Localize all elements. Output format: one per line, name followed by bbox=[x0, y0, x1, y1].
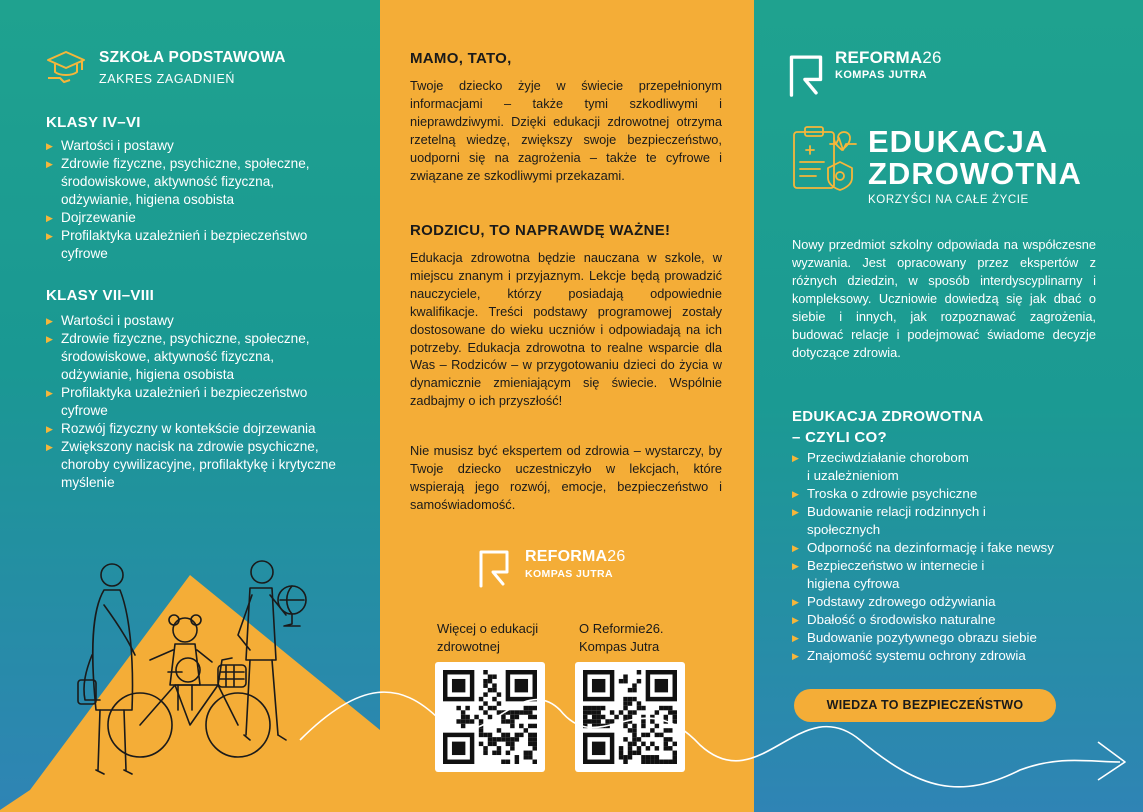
classes-4-6-heading: KLASY IV–VI bbox=[46, 114, 141, 131]
list-item: ▶ Przeciwdziałanie chorobom i uzależnieniom bbox=[792, 449, 972, 485]
list-item: ▶ Znajomość systemu ochrony zdrowia bbox=[792, 647, 1092, 665]
list-item: ▶ Podstawy zdrowego odżywiania bbox=[792, 593, 1092, 611]
section-heading-line1: EDUKACJA ZDROWOTNA bbox=[792, 408, 984, 425]
classes-7-8-heading: KLASY VII–VIII bbox=[46, 287, 155, 304]
reforma-logo-icon bbox=[787, 52, 825, 98]
reforma-logo-icon bbox=[477, 548, 511, 588]
safety-knowledge-button[interactable]: WIEDZA TO BEZPIECZEŃSTWO bbox=[794, 689, 1056, 722]
title-line2: ZDROWOTNA bbox=[868, 156, 1082, 191]
list-item: ▶ Dojrzewanie bbox=[46, 209, 346, 227]
classes-4-6-list bbox=[46, 137, 346, 263]
section-heading-line2: – CZYLI CO? bbox=[792, 429, 887, 446]
paragraph-intro: Twoje dziecko żyje w świecie przepełnionym informacjami – także tymi szkodliwymi i nieprawdziwymi. Dzięki edukacji zdrowotnej otrzyma rzetelną wiedzę, zwiększy swoje bezpieczeństwo, uodporni się na zagrożenia – także te cyfrowe i związane ze szkodliwymi przekazami. bbox=[410, 78, 722, 183]
qr1-caption-line1: Więcej o edukacji bbox=[437, 621, 539, 636]
list-item: ▶ Bezpieczeństwo w internecie i higiena cyfrowa bbox=[792, 557, 1017, 593]
school-subtitle: ZAKRES ZAGADNIEŃ bbox=[99, 72, 236, 86]
logo-name-text: REFORMA bbox=[835, 48, 923, 67]
page-subtitle: KORZYŚCI NA CAŁE ŻYCIE bbox=[868, 194, 1029, 206]
list-item: ▶ Odporność na dezinformację i fake newsy bbox=[792, 539, 1092, 557]
heading-important: RODZICU, TO NAPRAWDĘ WAŻNE! bbox=[410, 222, 671, 239]
list-item: ▶ Wartości i postawy bbox=[46, 312, 346, 330]
list-item: ▶ Profilaktyka uzależnień i bezpieczeństwo cyfrowe bbox=[46, 227, 346, 263]
logo-subtitle: KOMPAS JUTRA bbox=[525, 568, 614, 580]
intro-paragraph: Nowy przedmiot szkolny odpowiada na współczesne wyzwania. Jest opracowany przez ekspertów z różnych dziedzin, w sposób interdyscyplinarny i kompleksowy. Uczniowie dowiedzą się jak dbać o siebie i innych, jak rozpoznawać zagrożenia, budować relacje i podejmować świadome decyzje dotyczące zdrowia. bbox=[792, 237, 1096, 360]
list-item: ▶ Troska o zdrowie psychiczne bbox=[792, 485, 1092, 503]
logo-name bbox=[835, 48, 942, 68]
classes-7-8-list bbox=[46, 312, 346, 492]
logo-name-text: REFORMA bbox=[525, 548, 608, 565]
paragraph-no-expert: Nie musisz być ekspertem od zdrowia – wystarczy, by Twoje dziecko uczestniczyło w lekcjach, które wspierają jego rozwój, emocje, bezpieczeństwo i samoświadomość. bbox=[410, 443, 722, 512]
benefits-list bbox=[792, 449, 1092, 665]
list-item: ▶ Zdrowie fizyczne, psychiczne, społeczne, środowiskowe, aktywność fizyczna, odżywianie, higiena osobista bbox=[46, 155, 346, 209]
logo-subtitle: KOMPAS JUTRA bbox=[835, 69, 927, 81]
page-title bbox=[868, 126, 1082, 190]
health-clipboard-icon bbox=[790, 124, 860, 192]
paragraph-school: Edukacja zdrowotna będzie nauczana w szkole, w miejscu znanym i przyjaznym. Lekcje będą prowadzić nauczyciele, którzy posiadają odpowiednie kwalifikacje. Treści podstawy programowej zostały dostosowane do wieku uczniów i odpowiadają na ich potrzeby. Edukacja zdrowotna to realne wsparcie dla Was – Rodziców – w przygotowaniu dzieci do życia w dynamicznie zmieniającym się świecie. Wspólnie zadbajmy o ich przyszłość! bbox=[410, 250, 722, 409]
decorative-wave-line bbox=[0, 650, 1143, 812]
logo-number: 26 bbox=[607, 548, 626, 565]
logo-name bbox=[525, 548, 626, 566]
graduation-cap-icon bbox=[46, 50, 86, 86]
logo-number: 26 bbox=[922, 48, 942, 67]
list-item: ▶ Profilaktyka uzależnień i bezpieczeństwo cyfrowe bbox=[46, 384, 346, 420]
title-line1: EDUKACJA bbox=[868, 124, 1049, 159]
qr2-caption-line1: O Reformie26. bbox=[579, 621, 664, 636]
qr2-caption-line2: Kompas Jutra bbox=[579, 639, 660, 654]
list-item: ▶ Wartości i postawy bbox=[46, 137, 346, 155]
list-item: ▶ Rozwój fizyczny w kontekście dojrzewania bbox=[46, 420, 346, 438]
heading-parents: MAMO, TATO, bbox=[410, 50, 512, 67]
qr1-caption-line2: zdrowotnej bbox=[437, 639, 500, 654]
list-item: ▶ Zdrowie fizyczne, psychiczne, społeczne, środowiskowe, aktywność fizyczna, odżywianie, higiena osobista bbox=[46, 330, 346, 384]
school-title: SZKOŁA PODSTAWOWA bbox=[99, 49, 286, 66]
list-item: ▶ Budowanie pozytywnego obrazu siebie bbox=[792, 629, 1092, 647]
list-item: ▶ Dbałość o środowisko naturalne bbox=[792, 611, 1092, 629]
list-item: ▶ Budowanie relacji rodzinnych i społecznych bbox=[792, 503, 1027, 539]
section-heading bbox=[792, 406, 984, 448]
list-item: ▶ Zwiększony nacisk na zdrowie psychiczne, choroby cywilizacyjne, profilaktykę i krytyczne myślenie bbox=[46, 438, 346, 492]
